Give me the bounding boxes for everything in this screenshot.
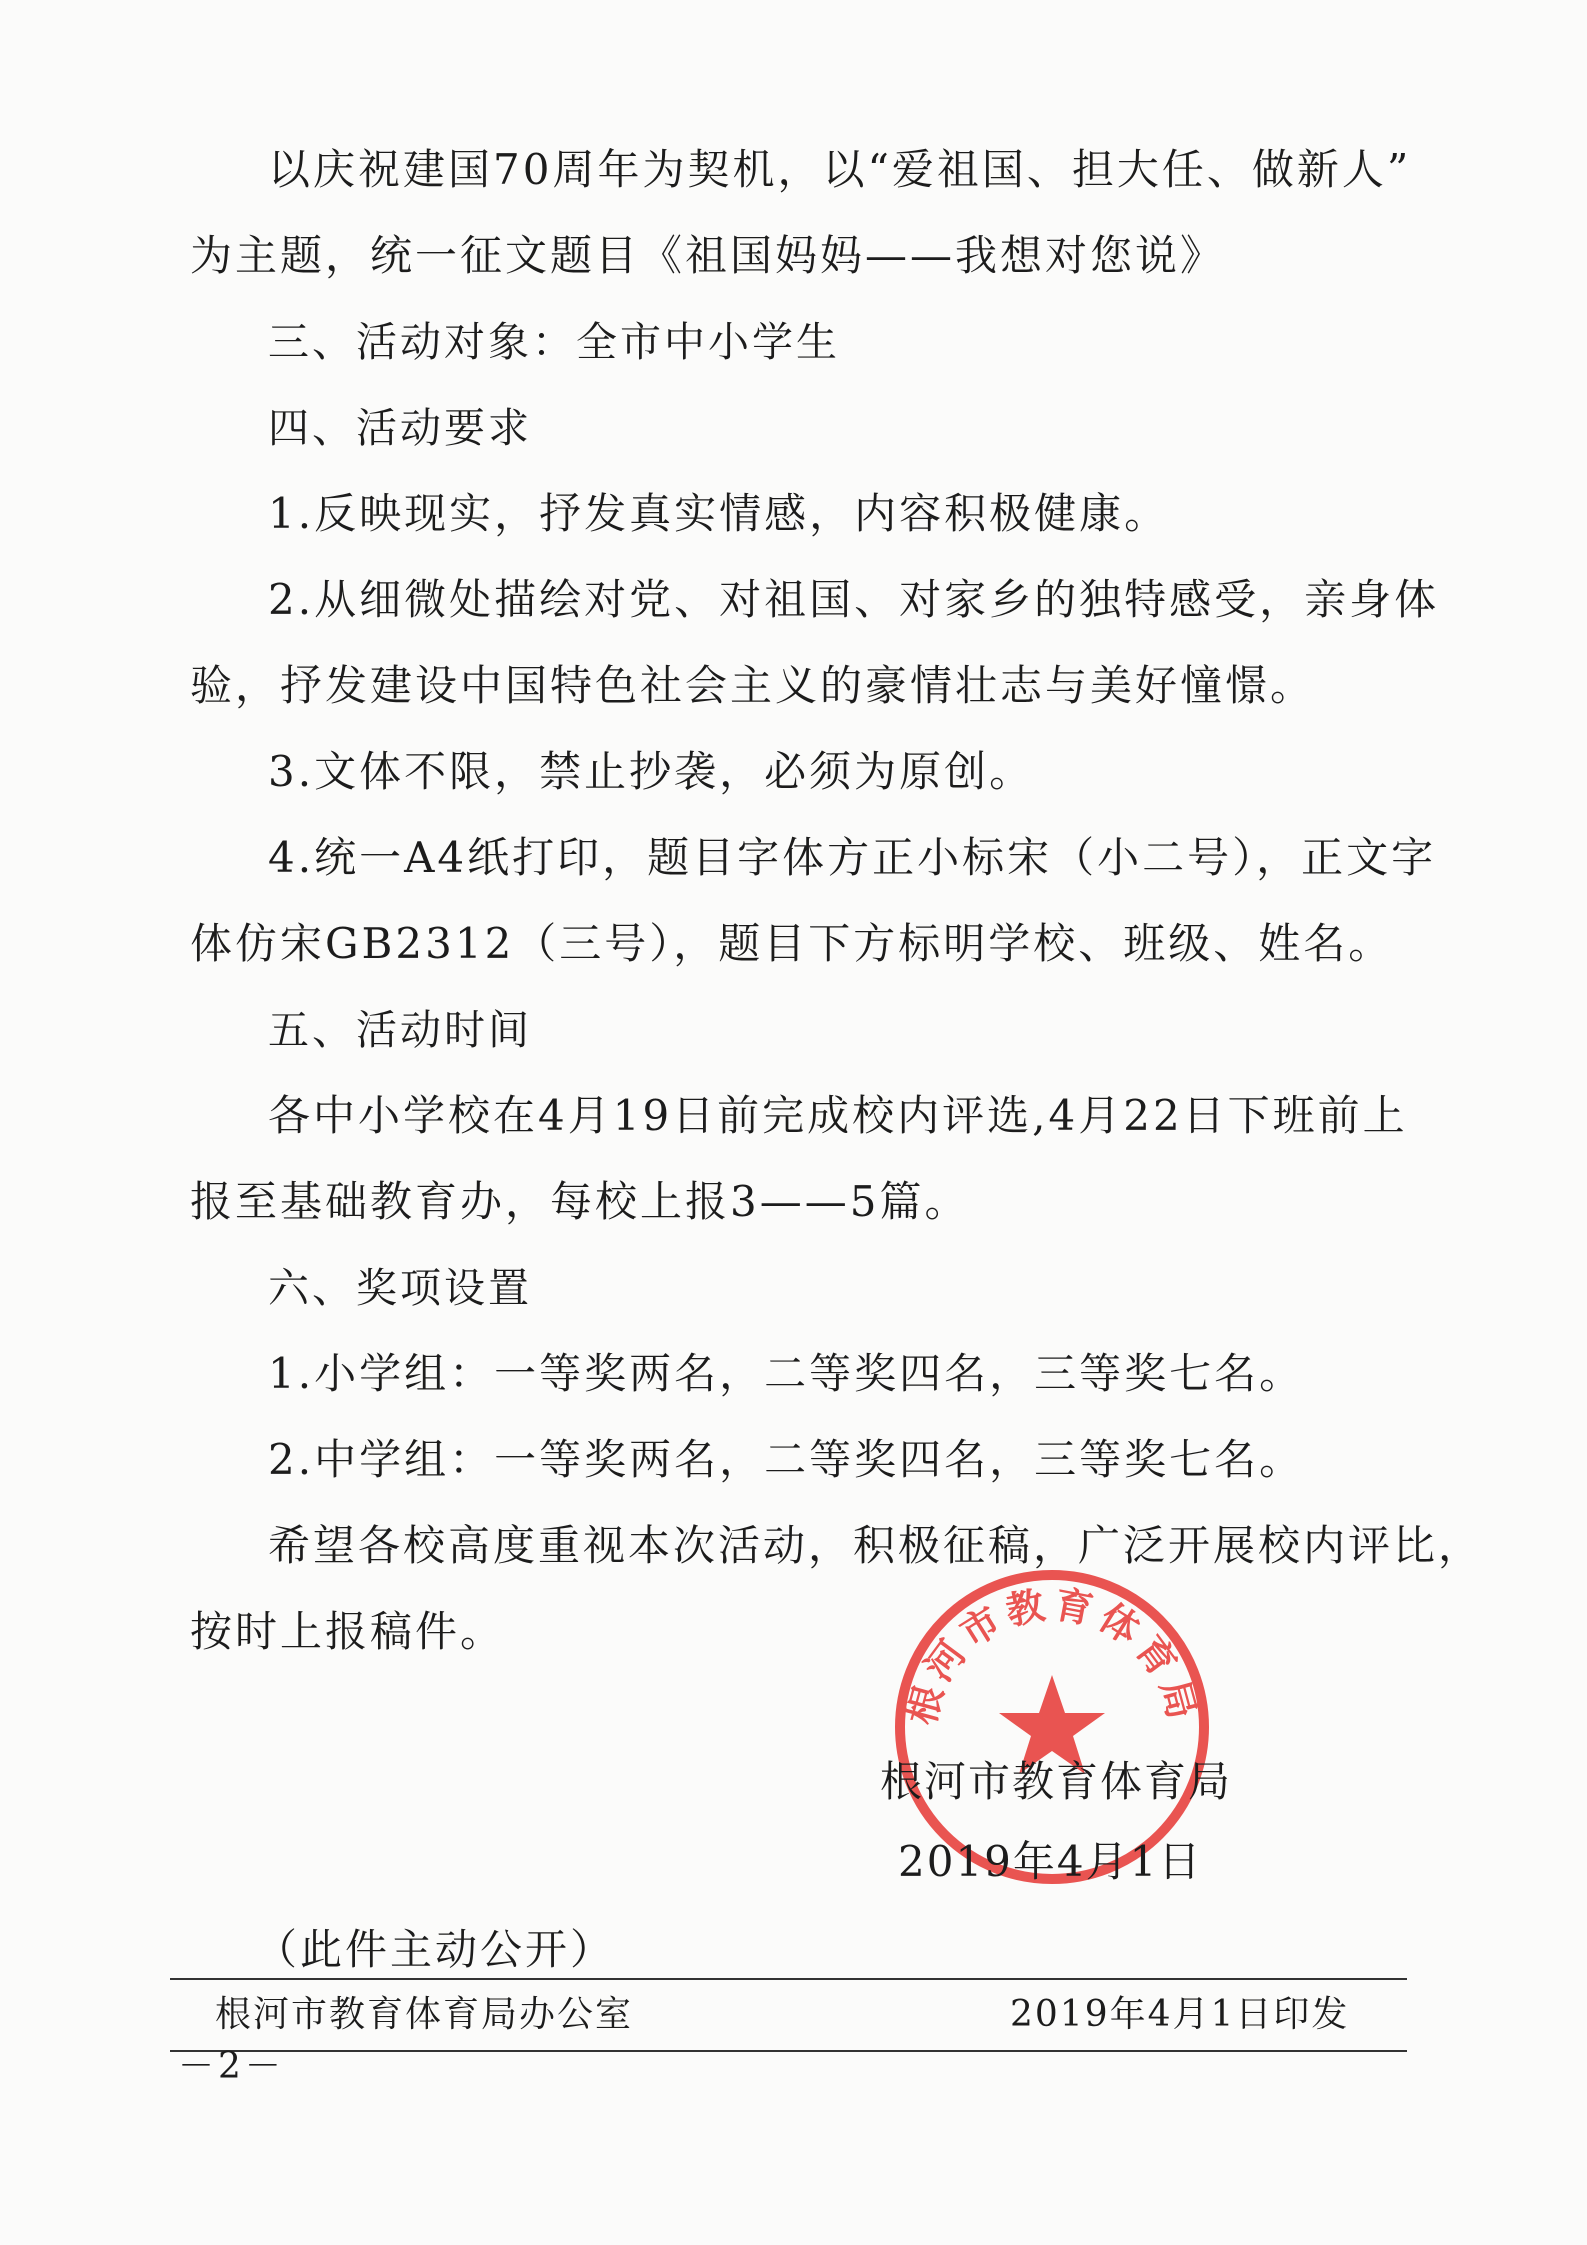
body-line: 以庆祝建国70周年为契机，以“爱祖国、担大任、做新人” [268, 145, 1412, 194]
award-secondary: 2.中学组：一等奖两名，二等奖四名，三等奖七名。 [268, 1435, 1305, 1484]
disclosure-note: （此件主动公开） [255, 1925, 616, 1974]
footer-bottom-rule [170, 2050, 1407, 2052]
requirement-4: 4.统一A4纸打印，题目字体方正小标宋（小二号），正文字 [268, 833, 1437, 882]
requirement-4-cont: 体仿宋GB2312（三号），题目下方标明学校、班级、姓名。 [190, 919, 1394, 968]
closing-line-cont: 按时上报稿件。 [190, 1607, 506, 1656]
footer-top-rule [170, 1978, 1407, 1980]
award-primary: 1.小学组：一等奖两名，二等奖四名，三等奖七名。 [268, 1349, 1305, 1398]
issue-date: 2019年4月1日 [898, 1837, 1203, 1886]
requirement-3: 3.文体不限，禁止抄袭，必须为原创。 [268, 747, 1035, 796]
requirement-1: 1.反映现实，抒发真实情感，内容积极健康。 [268, 489, 1170, 538]
time-line-cont: 报至基础教育办，每校上报3——5篇。 [190, 1177, 970, 1226]
requirement-2: 2.从细微处描绘对党、对祖国、对家乡的独特感受，亲身体 [268, 575, 1440, 624]
body-line: 为主题，统一征文题目《祖国妈妈——我想对您说》 [190, 231, 1226, 280]
section-heading-5: 五、活动时间 [268, 1006, 532, 1054]
requirement-2-cont: 验，抒发建设中国特色社会主义的豪情壮志与美好憧憬。 [190, 661, 1316, 710]
section-heading-4: 四、活动要求 [268, 404, 532, 452]
seal-text: 根河市教育体育局 [898, 1581, 1207, 1730]
issuer-name: 根河市教育体育局 [880, 1757, 1233, 1806]
footer-office: 根河市教育体育局办公室 [215, 1994, 634, 2035]
page-number: －2－ [178, 2046, 285, 2087]
closing-line: 希望各校高度重视本次活动，积极征稿，广泛开展校内评比， [268, 1521, 1484, 1570]
footer-print-date: 2019年4月1日印发 [1010, 1994, 1350, 2035]
section-heading-6: 六、奖项设置 [268, 1264, 532, 1312]
time-line: 各中小学校在4月19日前完成校内评选,4月22日下班前上 [268, 1091, 1408, 1140]
section-heading-3: 三、活动对象：全市中小学生 [268, 318, 840, 366]
